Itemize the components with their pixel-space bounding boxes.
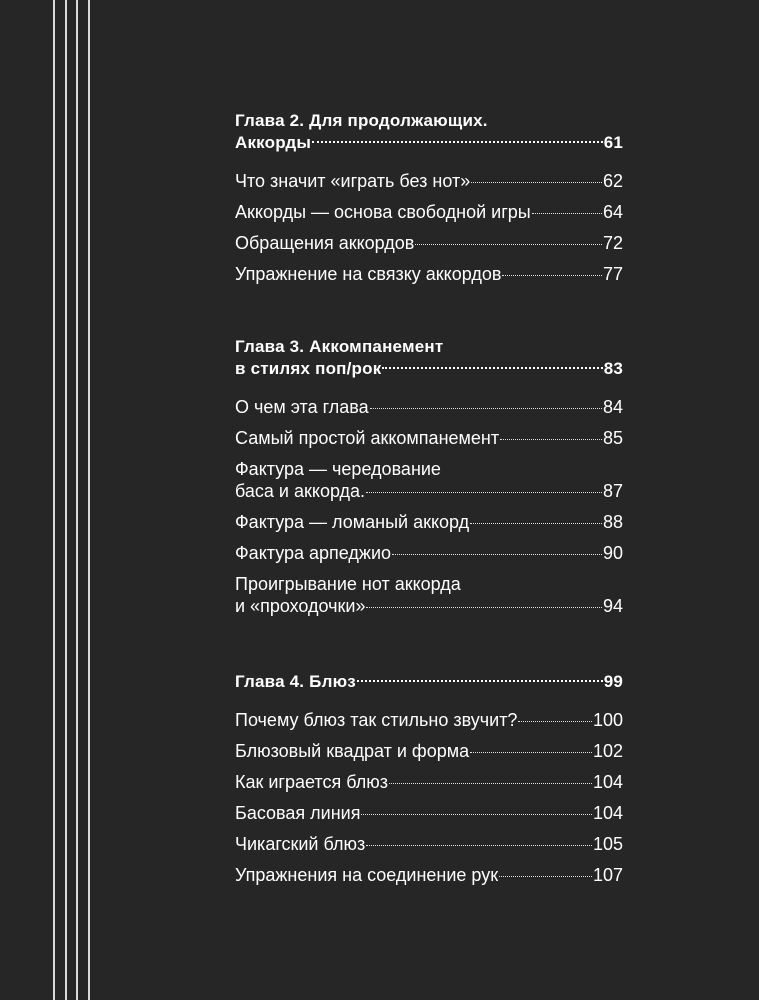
toc-entry[interactable] [235,802,623,824]
toc-entry[interactable] [235,201,623,223]
toc-entry[interactable] [235,542,623,564]
chapter-title-line2: в стилях поп/рок [235,359,382,378]
entry-page-number: 85 [602,428,623,448]
toc-entry[interactable] [235,458,623,502]
dot-leader [382,367,602,369]
chapter-title-line2: Аккорды [235,133,312,152]
toc-entry[interactable] [235,771,623,793]
entry-title-line1: Проигрывание нот аккорда [235,574,461,594]
dot-leader [471,182,602,183]
chapter-title-line1: Глава 3. Аккомпанемент [235,337,444,356]
chapter-heading[interactable] [235,110,623,154]
toc-entry[interactable] [235,709,623,731]
entry-page-number: 94 [602,596,623,616]
dot-leader [500,439,602,440]
chapter-4 [235,671,623,886]
chapter-page-number: 99 [603,672,623,691]
dot-leader [389,783,592,784]
entry-page-number: 100 [592,710,623,730]
dot-leader [502,275,602,276]
dot-leader [499,876,592,877]
entry-page-number: 64 [602,202,623,222]
chapter-page-number: 83 [603,359,623,378]
decorative-vertical-line [53,0,55,1000]
entry-title: Фактура арпеджио [235,543,392,563]
entry-title: и «проходочки» [235,596,366,616]
entry-page-number: 72 [602,233,623,253]
entry-title: Самый простой аккомпанемент [235,428,500,448]
chapter-title-line1: Глава 2. Для продолжающих. [235,111,488,130]
entry-page-number: 88 [602,512,623,532]
toc-entry[interactable] [235,511,623,533]
toc-entry[interactable] [235,232,623,254]
decorative-vertical-line [88,0,90,1000]
entry-title: Фактура — ломаный аккорд [235,512,470,532]
chapter-heading[interactable] [235,671,623,693]
dot-leader [366,492,602,493]
dot-leader [415,244,602,245]
decorative-vertical-line [65,0,67,1000]
toc-entry[interactable] [235,833,623,855]
dot-leader [518,721,592,722]
dot-leader [312,141,603,143]
dot-leader [366,845,592,846]
entry-title: баса и аккорда. [235,481,366,501]
dot-leader [357,680,603,682]
entry-title: Упражнение на связку аккордов [235,264,502,284]
toc-entry[interactable] [235,170,623,192]
entry-title: Обращения аккордов [235,233,415,253]
chapter-title: Глава 4. Блюз [235,672,356,691]
dot-leader [470,752,592,753]
entry-page-number: 105 [592,834,623,854]
entry-page-number: 90 [602,543,623,563]
entry-title: Басовая линия [235,803,361,823]
entry-title: Почему блюз так стильно звучит? [235,710,518,730]
entry-title-line1: Фактура — чередование [235,459,441,479]
chapter-2 [235,110,623,285]
entry-page-number: 107 [592,865,623,885]
toc-entry[interactable] [235,427,623,449]
chapter-3 [235,336,623,617]
entry-title: Блюзовый квадрат и форма [235,741,470,761]
toc-entry[interactable] [235,740,623,762]
entry-title: Что значит «играть без нот» [235,171,471,191]
entry-title: Аккорды — основа свободной игры [235,202,531,222]
entry-page-number: 104 [592,803,623,823]
decorative-vertical-line [76,0,78,1000]
toc-entry[interactable] [235,396,623,418]
toc-entry[interactable] [235,263,623,285]
dot-leader [470,523,602,524]
dot-leader [392,554,602,555]
entry-page-number: 77 [602,264,623,284]
chapter-heading[interactable] [235,336,623,380]
entry-title: О чем эта глава [235,397,369,417]
entry-page-number: 84 [602,397,623,417]
entry-title: Упражнения на соединение рук [235,865,499,885]
entry-page-number: 62 [602,171,623,191]
entry-page-number: 87 [602,481,623,501]
chapter-page-number: 61 [603,133,623,152]
dot-leader [366,607,601,608]
entry-title: Как играется блюз [235,772,388,792]
toc-entry[interactable] [235,864,623,886]
dot-leader [370,408,602,409]
toc-entry[interactable] [235,573,623,617]
entry-page-number: 104 [592,772,623,792]
dot-leader [361,814,591,815]
entry-page-number: 102 [592,741,623,761]
entry-title: Чикагский блюз [235,834,366,854]
dot-leader [532,213,602,214]
